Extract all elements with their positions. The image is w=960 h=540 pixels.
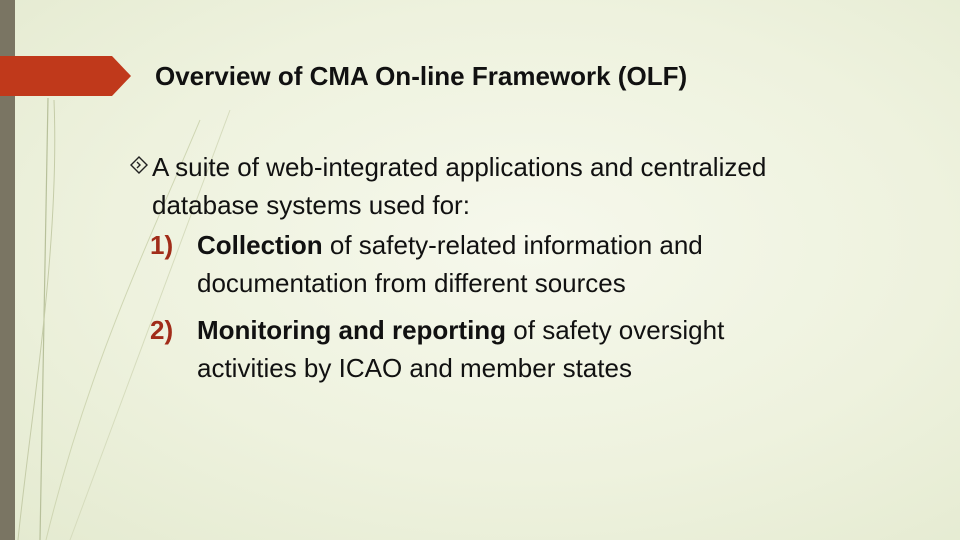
list-item <box>130 226 830 302</box>
list-item-text: of safety-related information and documentation from different sources <box>197 230 703 298</box>
list-item <box>130 311 830 387</box>
list-number: 1) <box>150 230 174 260</box>
diamond-arrow-icon <box>130 156 148 174</box>
list-item-strong: Collection <box>197 230 323 260</box>
list-item-strong: Monitoring and reporting <box>197 315 507 345</box>
slide-title: Overview of CMA On-line Framework (OLF) <box>155 61 688 91</box>
title-accent-tab <box>0 56 131 96</box>
list-number: 2) <box>150 315 174 345</box>
numbered-list <box>130 226 830 387</box>
content-block <box>130 148 830 396</box>
main-bullet <box>130 148 830 224</box>
main-bullet-text: A suite of web-integrated applications and centralized database systems used for: <box>152 152 767 220</box>
list-item-text: of safety oversight activities by ICAO and member states <box>197 315 725 383</box>
